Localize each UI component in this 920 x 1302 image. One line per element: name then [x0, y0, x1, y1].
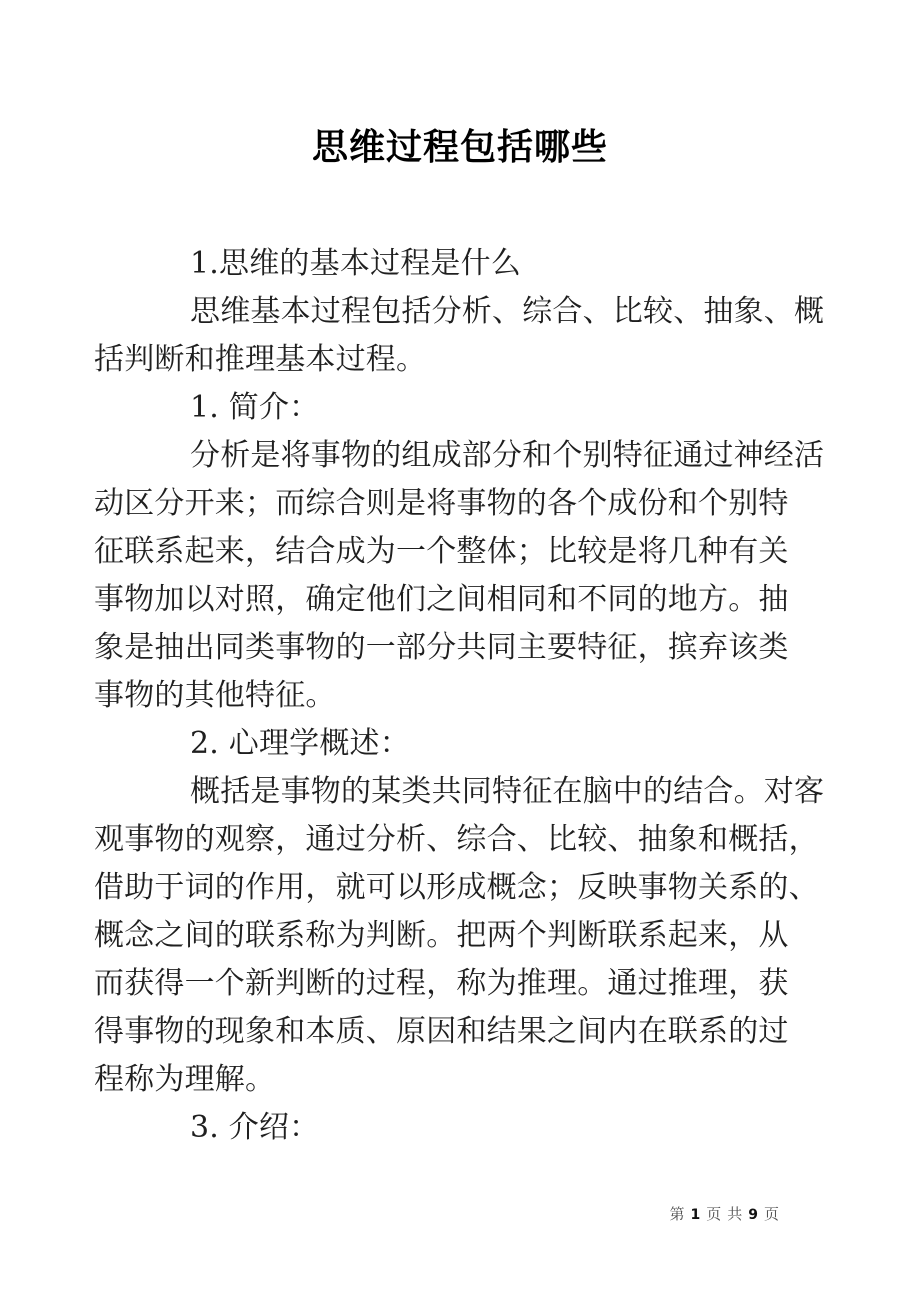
body-line: 1.思维的基本过程是什么 [190, 246, 522, 281]
body-line: 概括是事物的某类共同特征在脑中的结合。对客 [190, 774, 825, 809]
body-line: 3. 介绍： [190, 1110, 320, 1145]
body-line: 括判断和推理基本过程。 [94, 342, 427, 377]
body-line: 思维基本过程包括分析、综合、比较、抽象、概 [190, 294, 825, 329]
body-line: 1. 简介： [190, 390, 320, 425]
body-line: 得事物的现象和本质、原因和结果之间内在联系的过 [94, 1014, 789, 1049]
footer-total-pages: 9 [748, 1207, 758, 1223]
body-line: 而获得一个新判断的过程，称为推理。通过推理，获 [94, 966, 789, 1001]
body-line: 象是抽出同类事物的一部分共同主要特征，摈弃该类 [94, 630, 789, 665]
page-title: 思维过程包括哪些 [311, 126, 608, 168]
body-line: 征联系起来，结合成为一个整体；比较是将几种有关 [94, 534, 789, 569]
body-line: 分析是将事物的组成部分和个别特征通过神经活 [190, 438, 825, 473]
footer-label: 共 [727, 1205, 743, 1223]
body-line: 2. 心理学概述： [190, 726, 410, 761]
body-line: 事物的其他特征。 [94, 678, 336, 713]
body-line: 概念之间的联系称为判断。把两个判断联系起来，从 [94, 918, 789, 953]
page-footer [666, 1204, 782, 1224]
footer-label: 第 [669, 1205, 685, 1223]
footer-label: 页 [706, 1205, 722, 1223]
body-line: 观事物的观察，通过分析、综合、比较、抽象和概括， [94, 822, 819, 857]
body-line: 借助于词的作用，就可以形成概念；反映事物关系的、 [94, 870, 819, 905]
footer-label: 页 [763, 1205, 779, 1223]
body-line: 事物加以对照，确定他们之间相同和不同的地方。抽 [94, 582, 789, 617]
body-line: 动区分开来；而综合则是将事物的各个成份和个别特 [94, 486, 789, 521]
document-body [94, 240, 825, 1152]
body-line: 程称为理解。 [94, 1062, 276, 1097]
footer-page-number: 1 [690, 1207, 701, 1223]
